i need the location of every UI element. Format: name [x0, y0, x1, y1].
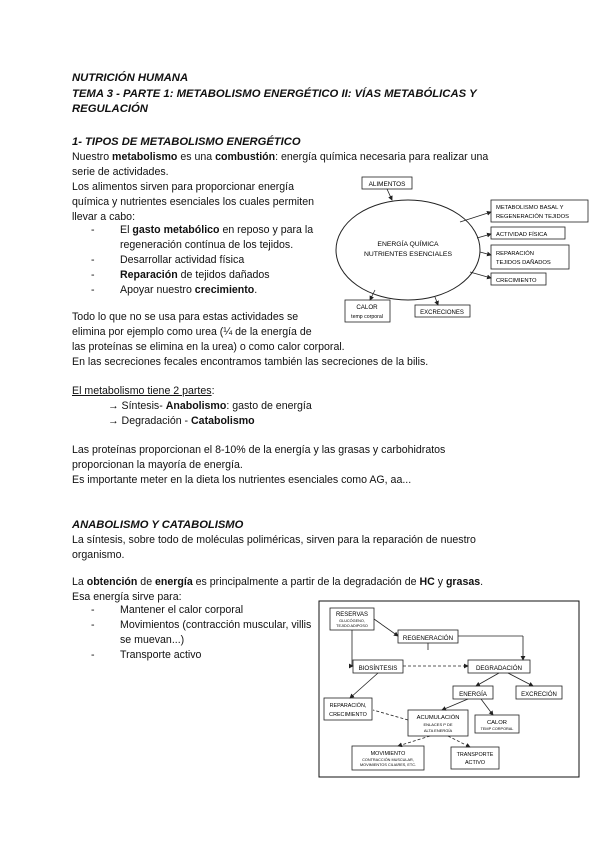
energy-ellipse — [336, 200, 480, 300]
list-item: - Mantener el calor corporal — [91, 603, 311, 618]
acumulacion-label: ACUMULACIÓN — [416, 715, 460, 721]
section2-p3: Esa energía sirve para: — [72, 591, 182, 603]
energy-uses-diagram — [330, 170, 595, 330]
list-item: - El gasto metabólico en reposo y para la regeneración contínua de los tejidos. — [91, 223, 313, 253]
metabolism-flow-diagram — [318, 600, 580, 778]
metabolism-parts-heading: El metabolismo tiene 2 partes: — [72, 385, 215, 397]
section2-energy-list — [91, 603, 311, 663]
title-line-2: TEMA 3 - PARTE 1: METABOLISMO ENERGÉTICO II: VÍAS METABÓLICAS Y — [72, 87, 477, 100]
reservas-sublabel-1: GLUCÓGENO, — [339, 619, 365, 623]
metabolismo-basal-label-2: REGENERACIÓN TEJIDOS — [496, 214, 570, 220]
biosintesis-label: BIOSÍNTESIS — [358, 665, 398, 672]
list-item: - Transporte activo — [91, 648, 311, 663]
section1-p2-line3: llevar a cabo: — [72, 211, 136, 223]
section1-p1-line1: Nuestro metabolismo es una combustión: energía química necesaria para realizar una — [72, 151, 489, 163]
document-title — [72, 71, 477, 118]
section1-p4-line3: Es importante meter en la dieta los nutrientes esenciales como AG, aa... — [72, 474, 412, 486]
transporte-label-2: ACTIVO — [464, 760, 486, 766]
title-line-3: REGULACIÓN — [72, 103, 148, 115]
excreciones-label: EXCRECIONES — [420, 310, 464, 316]
section1-p3-line2: elimina por ejemplo como urea (¼ de la energía de — [72, 326, 312, 338]
section2-heading: ANABOLISMO Y CATABOLISMO — [72, 519, 244, 531]
list-item: - Reparación de tejidos dañados — [91, 268, 313, 283]
acumulacion-sublabel-2: ALTA ENERGÍA — [423, 728, 453, 733]
section1-p3-line4: En las secreciones fecales encontramos también las secreciones de la bilis. — [72, 356, 429, 368]
actividad-label: ACTIVIDAD FÍSICA — [496, 232, 548, 238]
list-item: - Movimientos (contracción muscular, villis se muevan...) — [91, 618, 311, 648]
degradacion-label: DEGRADACIÓN — [475, 665, 523, 672]
reparacion-label: REPARACIÓN, — [329, 703, 367, 709]
calor-label: CALOR — [356, 304, 378, 311]
metabolismo-basal-label-1: METABOLISMO BASAL Y — [496, 205, 564, 211]
list-item: - Apoyar nuestro crecimiento. — [91, 283, 313, 298]
section1-p4-line2: proporcionan la mayoría de energía. — [72, 459, 243, 471]
list-item: - Desarrollar actividad física — [91, 253, 313, 268]
movimiento-sublabel-1: CONTRACCIÓN MUSCULAR, — [362, 758, 414, 762]
regeneracion-label: REGENERACIÓN — [402, 635, 454, 642]
section1-p4-line1: Las proteínas proporcionan el 8-10% de la energía y las grasas y carbohidratos — [72, 444, 446, 456]
section1-p2-line2: química y nutrientes esenciales los cuales permiten — [72, 196, 315, 208]
calor-sublabel: temp corporal — [351, 314, 383, 320]
reparacion-label-2: TEJIDOS DAÑADOS — [496, 260, 551, 266]
section1-p3-line1: Todo lo que no se usa para estas actividades se — [72, 311, 299, 323]
center-label-2: NUTRIENTES ESENCIALES — [363, 251, 453, 258]
crecimiento-label: CRECIMIENTO — [496, 278, 537, 284]
metabolism-part-catabolism: → Degradación - Catabolismo — [108, 415, 255, 427]
section1-p1-line2: serie de actividades. — [72, 166, 169, 178]
energia-label: ENERGÍA — [459, 691, 487, 698]
reparacion-label-1: REPARACIÓN — [496, 251, 534, 257]
calor-label: CALOR — [487, 720, 507, 726]
center-label-1: ENERGÍA QUÍMICA — [377, 241, 439, 248]
acumulacion-sublabel-1: ENLACES P DE — [423, 722, 453, 727]
alimentos-label: ALIMENTOS — [368, 181, 406, 188]
crecimiento-label: CRECIMIENTO — [329, 712, 367, 718]
reservas-label: RESERVAS — [335, 612, 369, 618]
reservas-sublabel-2: TEJIDO ADIPOSO — [336, 624, 368, 628]
section1-heading: 1- TIPOS DE METABOLISMO ENERGÉTICO — [72, 136, 301, 148]
section2-p1-line1: La síntesis, sobre todo de moléculas poliméricas, sirven para la reparación de nuestro — [72, 534, 476, 546]
section1-activity-list — [91, 223, 313, 298]
calor-sublabel: TEMP CORPORAL — [480, 727, 514, 731]
excrecion-label: EXCRECIÓN — [521, 692, 557, 698]
title-line-1: NUTRICIÓN HUMANA — [72, 72, 189, 84]
section2-p1-line2: organismo. — [72, 549, 125, 561]
section1-p2-line1: Los alimentos sirven para proporcionar energía — [72, 181, 295, 193]
section2-p2: La obtención de energía es principalmente a partir de la degradación de HC y grasas. — [72, 576, 484, 588]
section1-p3-line3: las proteínas se elimina en la urea) o como calor corporal. — [72, 341, 345, 353]
movimiento-sublabel-2: MOVIMIENTOS CILIARES, ETC. — [359, 763, 417, 767]
transporte-label-1: TRANSPORTE — [456, 752, 494, 758]
movimiento-label: MOVIMIENTO — [370, 751, 406, 757]
metabolism-part-anabolism: → Síntesis- Anabolismo: gasto de energía — [108, 400, 312, 412]
